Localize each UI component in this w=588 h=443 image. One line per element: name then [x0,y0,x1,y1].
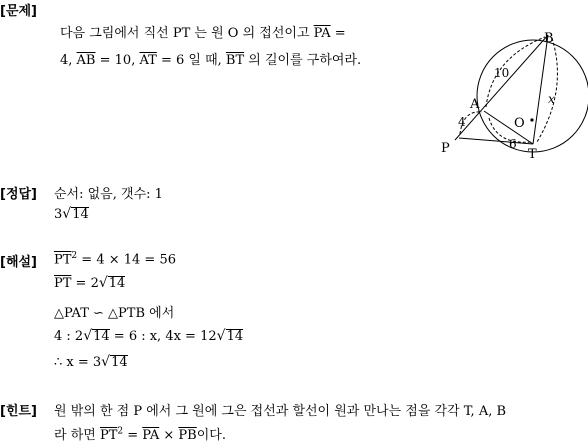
segment-pa: $\overline{PA}$ [142,428,160,443]
radicand: 14 [93,329,110,344]
exponent: 2 [71,251,78,261]
answer-value [54,206,89,222]
explanation-eq-5 [54,354,128,370]
segment-pa: $\overline{PA}$ [313,26,331,41]
chord-bt [533,35,548,144]
hint-text: 이다. [196,428,226,443]
sqrt-symbol: √ [101,354,111,370]
eq-text: = 2 [71,276,99,291]
hint-tag: [힌트] [0,404,37,419]
label-p: P [441,141,450,156]
segment-pt: $\overline{PT}$ [54,276,72,291]
label-o: O [514,116,525,131]
segment-pb: $\overline{PB}$ [178,428,197,443]
answer-radicand: 14 [72,207,89,222]
eq-text: = 4 × 14 = 56 [77,252,176,268]
radicand: 14 [108,276,126,291]
length-at: 6 [509,137,517,151]
label-a: A [470,97,480,112]
secant-line [455,35,548,140]
eq-text: ∴ x = 3 [54,355,102,370]
sqrt-symbol: √ [98,275,108,291]
hint-text: = [123,428,143,443]
exponent: 2 [117,426,124,437]
geometry-figure [438,22,588,167]
problem-text: 4, [60,53,77,68]
sqrt-symbol: √ [62,206,72,222]
segment-at: $\overline{AT}$ [139,53,157,68]
problem-text: = 6 일 때, [156,53,226,68]
answer-tag: [정답] [0,187,37,202]
explanation-eq-1 [54,251,176,267]
hint-line-2 [54,424,226,443]
length-pa: 4 [458,115,466,129]
sqrt-symbol: √ [83,328,93,344]
label-t: T [528,147,537,162]
length-ab: 10 [494,66,510,80]
center-dot [530,118,533,121]
segment-pt: $\overline{PT}$ [99,428,118,443]
answer-coef: 3 [54,207,63,222]
problem-text: = 10, [95,53,140,68]
segment-bt: $\overline{BT}$ [225,53,245,68]
explanation-eq-4 [54,328,243,344]
problem-line-1 [60,22,346,41]
segment-pt: $\overline{PT}$ [54,252,72,268]
eq-text: = 6 : x, 4x = 12 [109,329,217,344]
eq-text: 4 : 2 [54,329,84,344]
label-b: B [544,31,554,46]
tangent-line [459,138,533,144]
sqrt-symbol: √ [216,328,226,344]
radicand: 14 [226,329,244,344]
hint-line-1: 원 밖의 한 점 P 에서 그 원에 그은 접선과 할선이 원과 만나는 점을 각각 T, A, B [54,404,507,419]
explanation-tag: [해설] [0,255,37,270]
problem-text: = [330,26,346,41]
problem-tag: [문제] [0,4,37,19]
problem-text: 의 길이를 구하여라. [244,53,362,68]
explanation-eq-3: △PAT ∽ △PTB 에서 [54,306,175,321]
hint-text: × [159,428,179,443]
problem-text: 다음 그림에서 직선 PT 는 원 O 의 접선이고 [60,26,314,41]
explanation-eq-2 [54,275,125,291]
segment-ab: $\overline{AB}$ [76,53,96,68]
problem-line-2 [60,49,361,68]
hint-text: 라 하면 [54,428,100,443]
label-x: x [548,92,555,106]
radicand: 14 [111,355,128,370]
answer-line-1: 순서: 없음, 갯수: 1 [54,187,163,202]
